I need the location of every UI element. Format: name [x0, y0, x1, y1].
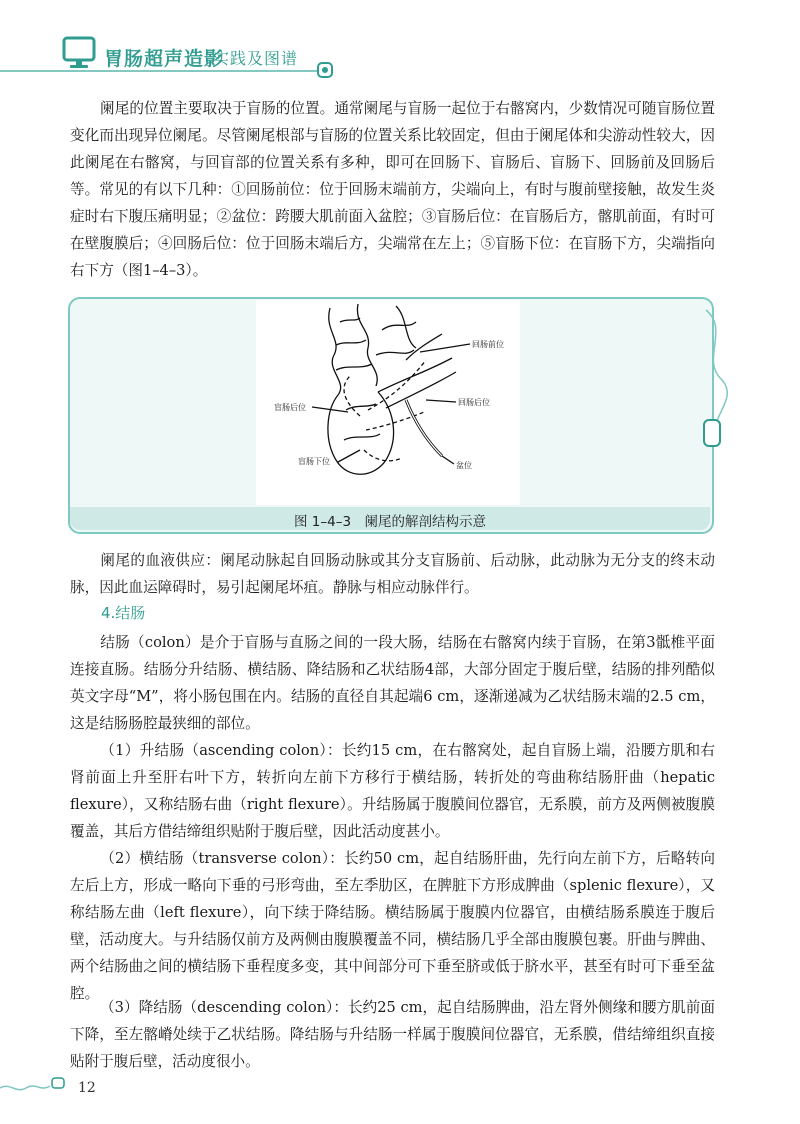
paragraph-transverse-colon: （2）横结肠（transverse colon）：长约50 cm，起自结肠肝曲，先行向左前下方，后略转向左后上方，形成一略向下垂的弓形弯曲，至左季肋区，在脾脏下方形成脾曲（splenic flexure），又称结肠左曲（left flexure），向下续于降结肠。横结肠属于腹膜内位器官，由横结肠系膜连于腹后壁，活动度大。与升结肠仅前方及两侧由腹膜覆盖不同，横结肠几乎全部由腹膜包裹。肝曲与脾曲、两个结肠曲之间的横结肠下垂程度多变，其中间部分可下垂至脐或低于脐水平，甚至有时可下垂至盆腔。 [70, 850, 715, 1002]
appendix-diagram [256, 300, 520, 505]
ultrasound-probe-icon [704, 420, 720, 446]
paragraph-blood-supply: 阑尾的血液供应：阑尾动脉起自回肠动脉或其分支盲肠前、后动脉，此动脉为无分支的终末动脉，因此血运障碍时，易引起阑尾坏疽。静脉与相应动脉伴行。 [70, 552, 715, 596]
paragraph-ascending-colon: （1）升结肠（ascending colon）：长约15 cm，在右髂窝处，起自盲肠上端，沿腰方肌和右肾前面上升至肝右叶下方，转折向左前下方移行于横结肠，转折处的弯曲称结肠肝曲（hepatic flexure），又称结肠右曲（right flexure）。升结肠属于腹膜间位器官，无系膜，前方及两侧被腹膜覆盖，其后方借结缔组织贴附于腹后壁，因此活动度甚小。 [70, 742, 715, 840]
paragraph-colon-intro: 结肠（colon）是介于盲肠与直肠之间的一段大肠，结肠在右髂窝内续于盲肠，在第3骶椎平面连接直肠。结肠分升结肠、横结肠、降结肠和乙状结肠4部，大部分固定于腹后壁，结肠的排列酷似英文字母“M”，将小肠包围在内。结肠的直径自其起端6 cm，逐渐递减为乙状结肠末端的2.5 cm，这是结肠肠腔最狭细的部位。 [70, 634, 715, 732]
footer-decoration [0, 1060, 120, 1100]
label-cecum-below: 盲肠下位 [298, 457, 330, 466]
label-cecum-back: 盲肠后位 [274, 403, 306, 412]
page-number: 12 [78, 1080, 96, 1096]
book-title: 胃肠超声造影 [104, 48, 225, 70]
book-subtitle: 实践及图谱 [213, 49, 299, 68]
paragraph-appendix-position: 阑尾的位置主要取决于盲肠的位置。通常阑尾与盲肠一起位于右髂窝内，少数情况可随盲肠位置变化而出现异位阑尾。尽管阑尾根部与盲肠的位置关系比较固定，但由于阑尾体和尖游动性较大，因此阑尾在右髂窝，与回盲部的位置关系有多种，即可在回肠下、盲肠后、盲肠下、回肠前及回肠后等。常见的有以下几种：①回肠前位：位于回肠末端前方，尖端向上，有时与腹前壁接触，故发生炎症时右下腹压痛明显；②盆位：跨腰大肌前面入盆腔；③盲肠后位：在盲肠后方，髂肌前面，有时可在壁腹膜后；④回肠后位：位于回肠末端后方，尖端常在左上；⑤盲肠下位：在盲肠下方，尖端指向右下方（图1–4–3）。 [70, 100, 715, 279]
label-ileum-back: 回肠后位 [458, 398, 490, 407]
section-heading-colon: 4.结肠 [101, 604, 146, 622]
figure-caption: 图 1–4–3 阑尾的解剖结构示意 [293, 514, 487, 530]
label-ileum-front: 回肠前位 [472, 340, 504, 349]
figure-caption-bar [70, 507, 710, 530]
label-pelvic: 盆位 [456, 461, 472, 470]
paragraph-descending-colon: （3）降结肠（descending colon）：长约25 cm，起自结肠脾曲，沿左肾外侧缘和腰方肌前面下降，至左髂嵴处续于乙状结肠。降结肠与升结肠一样属于腹膜间位器官，无系膜，借结缔组织直接贴附于腹后壁，活动度很小。 [70, 999, 715, 1070]
